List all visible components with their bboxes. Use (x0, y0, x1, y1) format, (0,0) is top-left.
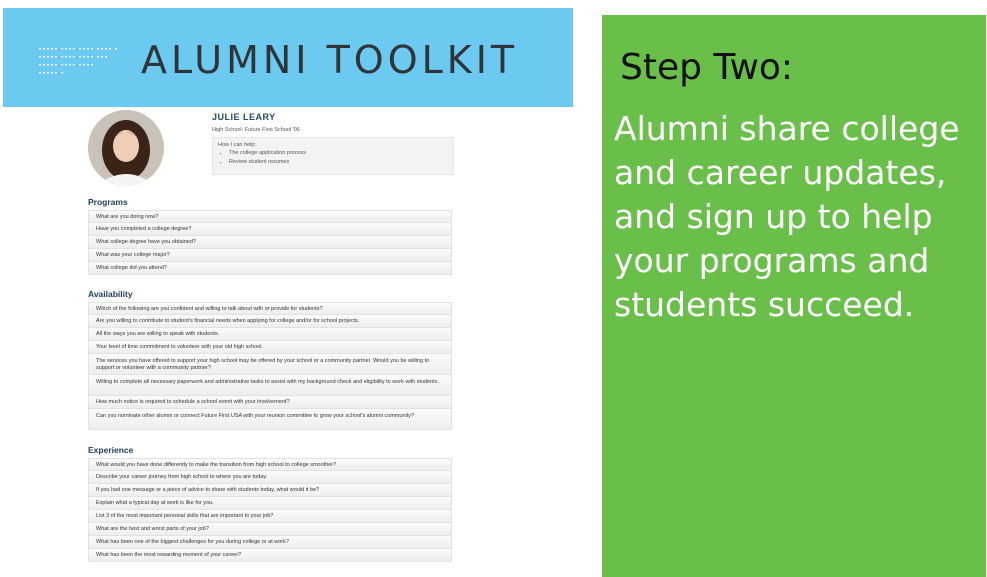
question-row[interactable]: What has been one of the biggest challenges for you during college or at work? (88, 536, 452, 549)
help-list (213, 149, 306, 167)
question-row[interactable]: What college did you attend? (88, 262, 452, 275)
programs-question-list (88, 210, 452, 275)
question-row[interactable]: What was your college major? (88, 249, 452, 262)
step-heading: Step Two: (620, 47, 794, 88)
question-row[interactable]: All the ways you are willing to speak with students. (88, 328, 452, 341)
question-row[interactable]: Can you nominate other alumni or connect Future First USA with your reunion committee to grow your school's alumni community? (88, 409, 452, 430)
banner-title: ALUMNI TOOLKIT (141, 38, 519, 82)
question-row[interactable]: What are the best and worst parts of your job? (88, 523, 452, 536)
profile-name: JULIE LEARY (212, 112, 276, 122)
question-row[interactable]: Your level of time commitment to volunteer with your old high school. (88, 341, 452, 354)
question-row[interactable]: What are you doing now? (88, 210, 452, 223)
step-description: Alumni share college and career updates, and sign up to help your programs and students succeed. (614, 109, 960, 324)
section-title-availability: Availability (88, 289, 133, 299)
question-row[interactable]: What has been the most rewarding moment of your career? (88, 549, 452, 562)
dotted-logo-icon (39, 46, 121, 76)
toolkit-banner (3, 8, 573, 107)
help-item: • Review student resumes (229, 158, 306, 167)
section-title-programs: Programs (88, 197, 128, 207)
avatar (88, 110, 164, 186)
question-row[interactable]: Describe your career journey from high school to where you are today. (88, 471, 452, 484)
question-row[interactable]: Have you completed a college degree? (88, 223, 452, 236)
question-row[interactable]: If you had one message or a piece of advice to share with students today, what would it be? (88, 484, 452, 497)
help-title: How I can help: (218, 142, 256, 148)
question-row[interactable]: What college degree have you obtained? (88, 236, 452, 249)
availability-question-list (88, 302, 452, 430)
profile-photo (88, 110, 164, 186)
question-row[interactable]: The services you have offered to support your high school may be offered by your school or a community partner. Would you be willing to support or volunteer with a community partner? (88, 354, 452, 375)
question-row[interactable]: List 3 of the most important personal skills that are important to your job? (88, 510, 452, 523)
question-row[interactable]: Which of the following are you confident and willing to talk about with or provide for students? (88, 302, 452, 315)
profile-school: High School: Future First School '06 (212, 127, 300, 133)
step-panel (602, 15, 986, 577)
section-title-experience: Experience (88, 445, 134, 455)
question-row[interactable]: Are you willing to contribute to student's financial needs when applying for college and/or for school projects. (88, 315, 452, 328)
question-row[interactable]: What would you have done differently to make the transition from high school to college smoother? (88, 458, 452, 471)
question-row[interactable]: How much notice is required to schedule a school event with your involvement? (88, 396, 452, 409)
experience-question-list (88, 458, 452, 562)
help-item: • The college application process (229, 149, 306, 158)
question-row[interactable]: Willing to complete all necessary paperwork and administrative tasks to assist with my background check and eligibility to work with students. (88, 375, 452, 396)
help-box (212, 137, 454, 175)
question-row[interactable]: Explain what a typical day at work is like for you. (88, 497, 452, 510)
